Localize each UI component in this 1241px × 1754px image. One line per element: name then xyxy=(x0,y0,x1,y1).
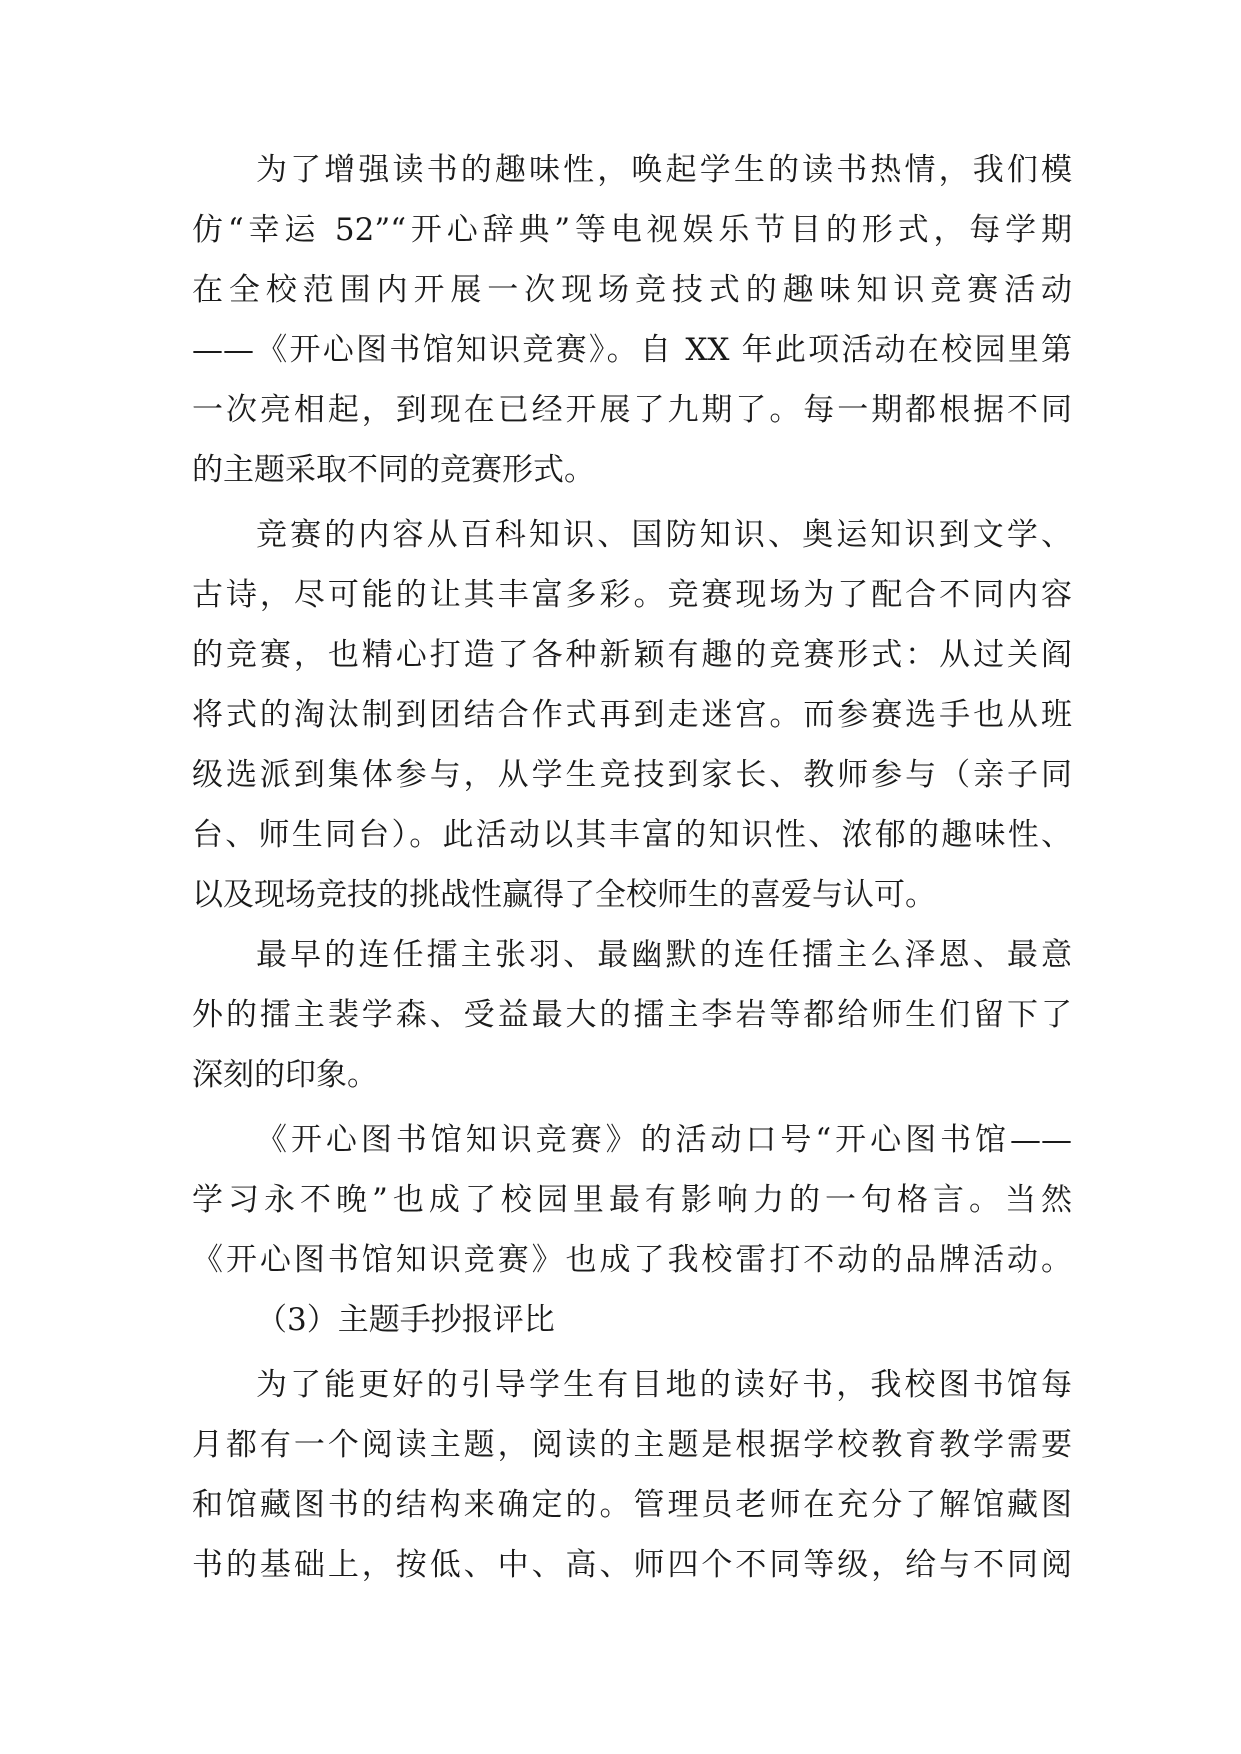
text-line: 古诗，尽可能的让其丰富多彩。竞赛现场为了配合不同内容 xyxy=(192,577,1072,613)
text-line: 《开心图书馆知识竞赛》的活动口号“开心图书馆—— xyxy=(256,1122,1072,1158)
text-line: ——《开心图书馆知识竞赛》。自 XX 年此项活动在校园里第 xyxy=(192,332,1072,368)
text-line: 竞赛的内容从百科知识、国防知识、奥运知识到文学、 xyxy=(256,517,1072,553)
text-line: 学习永不晚”也成了校园里最有影响力的一句格言。当然 xyxy=(192,1182,1072,1218)
text-line: 和馆藏图书的结构来确定的。管理员老师在充分了解馆藏图 xyxy=(192,1487,1072,1523)
text-line: 外的擂主裴学森、受益最大的擂主李岩等都给师生们留下了 xyxy=(192,997,1072,1033)
text-line: 为了增强读书的趣味性，唤起学生的读书热情，我们模 xyxy=(256,152,1072,188)
text-line: 台、师生同台）。此活动以其丰富的知识性、浓郁的趣味性、 xyxy=(192,817,1072,853)
text-line: 级选派到集体参与，从学生竞技到家长、教师参与（亲子同 xyxy=(192,757,1072,793)
text-line: 书的基础上，按低、中、高、师四个不同等级，给与不同阅 xyxy=(192,1547,1072,1583)
text-line: 以及现场竞技的挑战性赢得了全校师生的喜爱与认可。 xyxy=(192,877,936,913)
text-line: 最早的连任擂主张羽、最幽默的连任擂主么泽恩、最意 xyxy=(256,937,1072,973)
text-line: 为了能更好的引导学生有目地的读好书，我校图书馆每 xyxy=(256,1367,1072,1403)
text-line: 月都有一个阅读主题，阅读的主题是根据学校教育教学需要 xyxy=(192,1427,1072,1463)
text-line: 的主题采取不同的竞赛形式。 xyxy=(192,452,595,488)
text-line: 《开心图书馆知识竞赛》也成了我校雷打不动的品牌活动。 xyxy=(192,1242,1072,1278)
text-line: 一次亮相起，到现在已经开展了九期了。每一期都根据不同 xyxy=(192,392,1072,428)
text-line: 仿“幸运 52”“开心辞典”等电视娱乐节目的形式，每学期 xyxy=(192,212,1072,248)
text-line: 的竞赛，也精心打造了各种新颖有趣的竞赛形式：从过关阎 xyxy=(192,637,1072,673)
section-heading: （3）主题手抄报评比 xyxy=(256,1302,555,1338)
text-line: 深刻的印象。 xyxy=(192,1057,378,1093)
text-line: 将式的淘汰制到团结合作式再到走迷宫。而参赛选手也从班 xyxy=(192,697,1072,733)
text-line: 在全校范围内开展一次现场竞技式的趣味知识竞赛活动 xyxy=(192,272,1072,308)
